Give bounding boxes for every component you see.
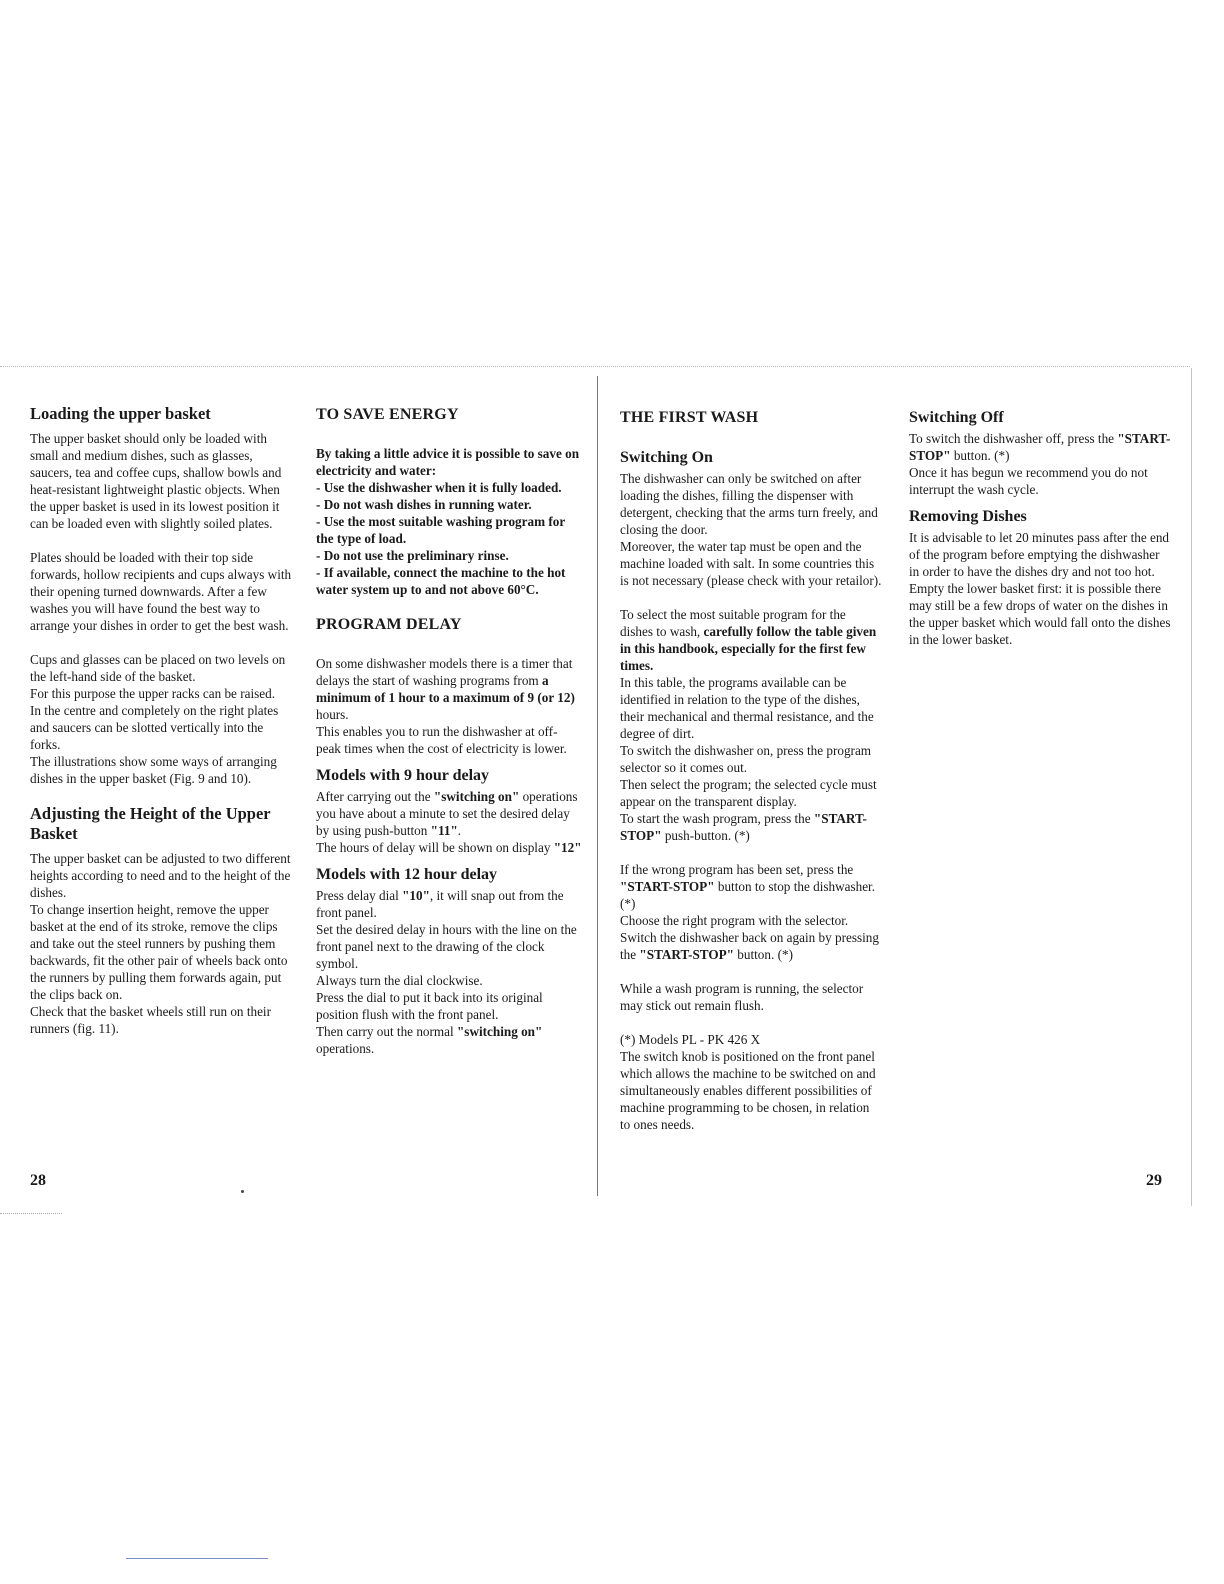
switch-on-paragraph: Then select the program; the selected cycle must appear on the transparent display. [620,777,877,809]
stray-dot [241,1190,244,1193]
removing-dishes-paragraph: It is advisable to let 20 minutes pass after the end of the program before emptying the dishwasher in order to have the dishes dry and not too hot. [909,530,1170,579]
wrong-program-paragraph: If the wrong program has been set, press the "START-STOP" button to stop the dishwasher. (*) [620,862,876,911]
removing-dishes-title: Removing Dishes [909,508,1027,525]
top-rule [0,366,1190,367]
bottom-rule [126,1558,268,1559]
delay-paragraph: On some dishwasher models there is a timer that delays the start of washing programs from a minimum of 1 hour to a maximum of 9 (or 12) hours. [316,656,575,722]
switch-on-paragraph: In this table, the programs available can be identified in relation to the type of the dishes, their mechanical and thermal resistance, and the degree of dirt. [620,675,874,741]
nine-hour-paragraph: After carrying out the "switching on" operations you have about a minute to set the desired delay by using push-button "11". [316,789,578,838]
twelve-hour-title: Models with 12 hour delay [316,866,498,883]
delay-paragraph: This enables you to run the dishwasher at off-peak times when the cost of electricity is lower. [316,724,567,756]
twelve-hour-paragraph: Press delay dial "10", it will snap out from the front panel. [316,888,564,920]
models-note: (*) Models PL - PK 426 X [620,1032,761,1047]
bottom-left-rule [0,1213,62,1214]
switch-on-title: Switching On [620,449,713,466]
page-number-left: 28 [30,1172,46,1189]
page-number-right: 29 [1146,1172,1162,1189]
running-paragraph: While a wash program is running, the selector may stick out remain flush. [620,981,864,1013]
nine-hour-title: Models with 9 hour delay [316,767,490,784]
wrong-program-paragraph: Switch the dishwasher back on again by pressing the "START-STOP" button. (*) [620,930,879,962]
column-first-wash [620,408,882,1133]
first-wash-title: THE FIRST WASH [620,409,759,426]
loading-paragraph: Plates should be loaded with their top side forwards, hollow recipients and cups always with their opening turned downwards. After a few washes you will have found the best way to arrange your dishes in order to get the best wash. [30,550,292,633]
switch-off-title: Switching Off [909,409,1004,426]
twelve-hour-paragraph: Set the desired delay in hours with the line on the front panel next to the drawing of the clock symbol. [316,922,577,971]
right-edge-rule [1191,368,1192,1206]
delay-title: PROGRAM DELAY [316,616,462,633]
loading-title: Loading the upper basket [30,404,211,423]
energy-item: - Do not wash dishes in running water. [316,497,532,512]
switch-on-paragraph: The dishwasher can only be switched on after loading the dishes, filling the dispenser with detergent, checking that the arms turn freely, and closing the door. [620,471,878,537]
switch-off-paragraph: Once it has begun we recommend you do not interrupt the wash cycle. [909,465,1148,497]
switch-on-paragraph: To switch the dishwasher on, press the program selector so it comes out. [620,743,872,775]
switch-off-paragraph: To switch the dishwasher off, press the "START-STOP" button. (*) [909,431,1171,463]
adjust-paragraph: To change insertion height, remove the upper basket at the end of its stroke, remove the clips and take out the steel runners by pushing them backwards, fit the other pair of wheels back onto the runners by pulling them forwards again, put the clips back on. [30,902,288,1002]
nine-hour-paragraph: The hours of delay will be shown on display "12" [316,840,582,855]
switch-on-paragraph: To start the wash program, press the "START-STOP" push-button. (*) [620,811,867,843]
column-switching-off [909,408,1171,648]
energy-item: - If available, connect the machine to the hot water system up to and not above 60°C. [316,565,566,597]
twelve-hour-paragraph: Always turn the dial clockwise. [316,973,483,988]
adjust-paragraph: Check that the basket wheels still run on their runners (fig. 11). [30,1004,271,1036]
loading-paragraph: In the centre and completely on the right plates and saucers can be slotted vertically into the forks. [30,703,279,752]
column-energy [316,405,582,1057]
adjust-title: Adjusting the Height of the Upper Basket [30,804,271,843]
energy-title: TO SAVE ENERGY [316,406,459,423]
loading-paragraph: For this purpose the upper racks can be raised. [30,686,275,701]
adjust-paragraph: The upper basket can be adjusted to two different heights according to need and to the height of the dishes. [30,851,291,900]
loading-paragraph: The upper basket should only be loaded with small and medium dishes, such as glasses, saucers, tea and coffee cups, shallow bowls and heat-resistant lightweight plastic objects. When the upper basket is used in its lowest position it can be loaded even with slightly soiled plates. [30,431,282,531]
column-loading [30,404,292,1037]
twelve-hour-paragraph: Press the dial to put it back into its original position flush with the front panel. [316,990,543,1022]
energy-intro: By taking a little advice it is possible to save on electricity and water: [316,446,580,478]
page-spine [597,376,598,1196]
energy-item: - Do not use the preliminary rinse. [316,548,509,563]
wrong-program-paragraph: Choose the right program with the selector. [620,913,849,928]
twelve-hour-paragraph: Then carry out the normal "switching on" operations. [316,1024,543,1056]
switch-on-paragraph: To select the most suitable program for the dishes to wash, carefully follow the table given in this handbook, especially for the first few times. [620,607,877,673]
loading-paragraph: The illustrations show some ways of arranging dishes in the upper basket (Fig. 9 and 10). [30,754,277,786]
models-paragraph: The switch knob is positioned on the front panel which allows the machine to be switched on and simultaneously enables different possibilities of machine programming to be chosen, in relation to ones needs. [620,1049,876,1132]
energy-item: - Use the most suitable washing program for the type of load. [316,514,565,546]
loading-paragraph: Cups and glasses can be placed on two levels on the left-hand side of the basket. [30,652,286,684]
energy-item: - Use the dishwasher when it is fully loaded. [316,480,562,495]
switch-on-paragraph: Moreover, the water tap must be open and the machine loaded with salt. In some countries this is not necessary (please check with your retailor). [620,539,882,588]
removing-dishes-paragraph: Empty the lower basket first: it is possible there may still be a few drops of water on the dishes in the upper basket which would fall onto the dishes in the lower basket. [909,581,1171,647]
